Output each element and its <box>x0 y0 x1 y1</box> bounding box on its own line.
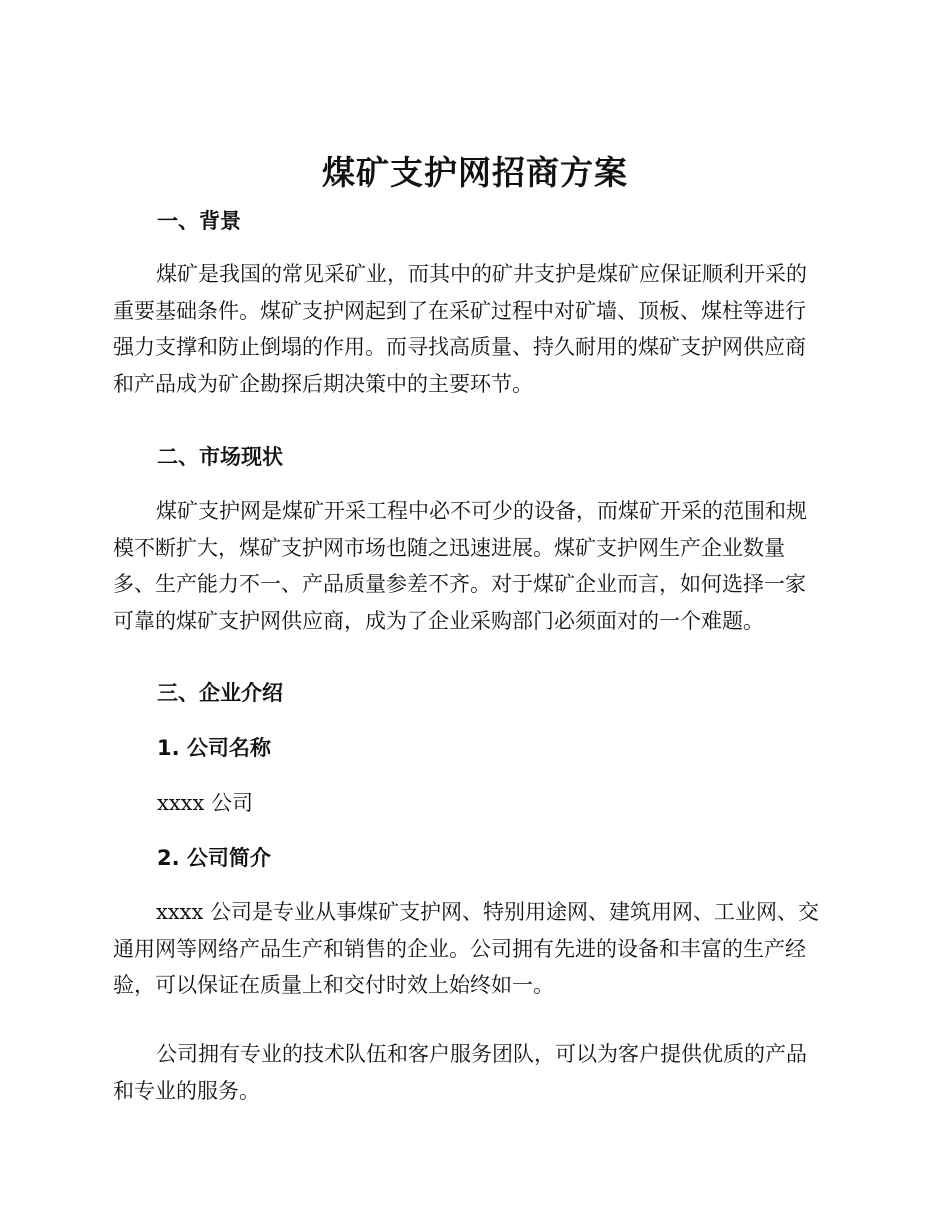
paragraph-line: xxxx 公司是专业从事煤矿支护网、特别用途网、建筑用网、工业网、交 <box>156 900 820 924</box>
subheading-company-name: 1. 公司名称 <box>157 736 271 760</box>
paragraph-background <box>113 256 833 402</box>
paragraph-company-intro <box>113 894 833 1004</box>
subheading-company-intro: 2. 公司简介 <box>157 846 271 870</box>
paragraph-company-team <box>113 1036 833 1109</box>
company-name-value: xxxx 公司 <box>157 791 254 815</box>
paragraph-line: 重要基础条件。煤矿支护网起到了在采矿过程中对矿墙、顶板、煤柱等进行 <box>113 298 806 323</box>
paragraph-line: 和专业的服务。 <box>113 1078 260 1103</box>
paragraph-line: 强力支撑和防止倒塌的作用。而寻找高质量、持久耐用的煤矿支护网供应商 <box>113 335 806 359</box>
paragraph-line: 煤矿是我国的常见采矿业，而其中的矿井支护是煤矿应保证顺利开采的 <box>156 262 807 286</box>
paragraph-line: 验，可以保证在质量上和交付时效上始终如一。 <box>113 973 554 997</box>
paragraph-line: 和产品成为矿企勘探后期决策中的主要环节。 <box>113 371 533 396</box>
paragraph-line: 多、生产能力不一、产品质量参差不齐。对于煤矿企业而言，如何选择一家 <box>113 572 806 596</box>
paragraph-line: 煤矿支护网是煤矿开采工程中必不可少的设备，而煤矿开采的范围和规 <box>156 499 807 523</box>
paragraph-line: 公司拥有专业的技术队伍和客户服务团队，可以为客户提供优质的产品 <box>156 1042 807 1066</box>
section-heading-company: 三、企业介绍 <box>157 681 283 705</box>
paragraph-line: 模不断扩大，煤矿支护网市场也随之迅速进展。煤矿支护网生产企业数量 <box>113 535 785 560</box>
section-heading-market: 二、市场现状 <box>157 445 283 469</box>
document-title: 煤矿支护网招商方案 <box>322 153 628 192</box>
paragraph-market <box>113 493 833 639</box>
paragraph-line: 可靠的煤矿支护网供应商，成为了企业采购部门必须面对的一个难题。 <box>113 608 764 633</box>
paragraph-line: 通用网等网络产品生产和销售的企业。公司拥有先进的设备和丰富的生产经 <box>113 936 806 961</box>
section-heading-background: 一、背景 <box>157 209 241 233</box>
